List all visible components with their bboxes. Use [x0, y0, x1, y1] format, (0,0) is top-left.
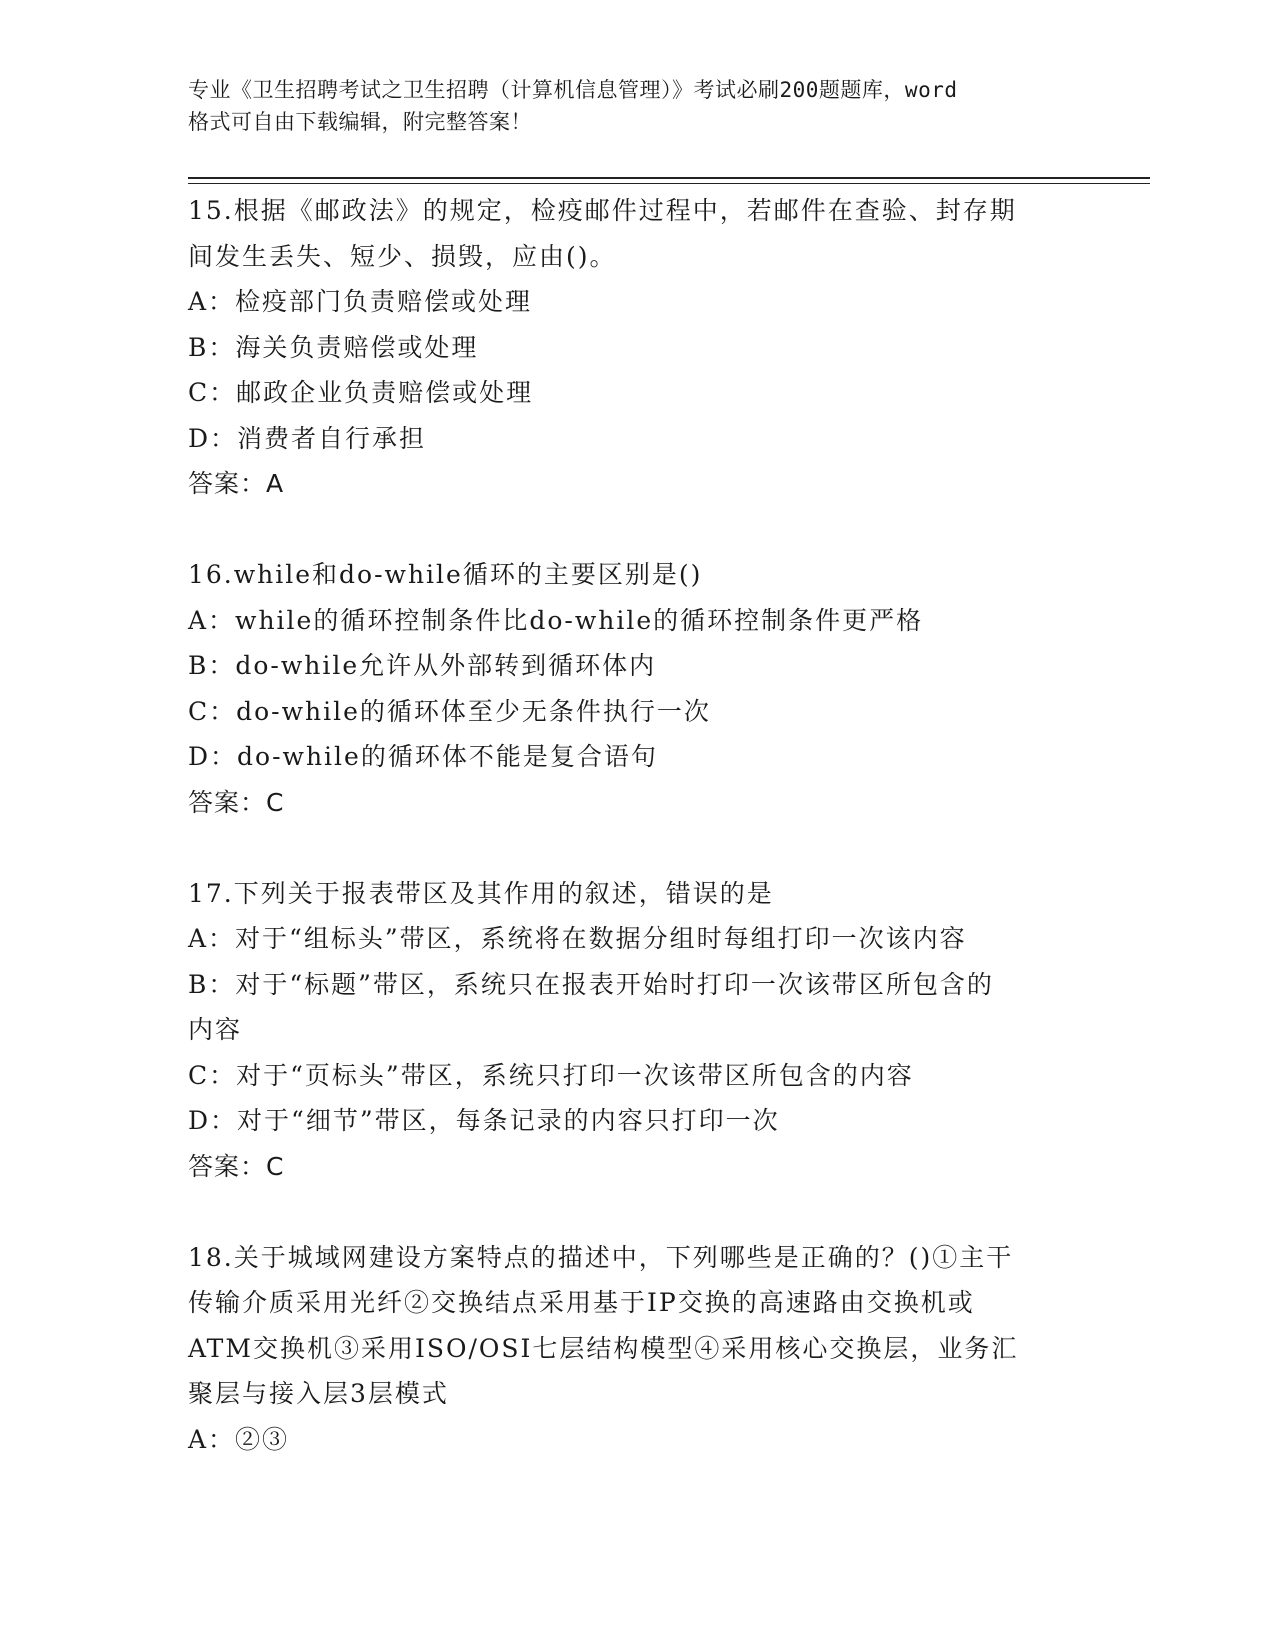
question-stem: 18.关于城域网建设方案特点的描述中，下列哪些是正确的？()①主干 [188, 1242, 1014, 1272]
question-15 [188, 188, 1088, 507]
option-b: B：对于“标题”带区，系统只在报表开始时打印一次该带区所包含的 [188, 969, 994, 999]
question-16 [188, 552, 1088, 825]
question-list [188, 188, 1088, 1508]
header-divider-thick [188, 177, 1150, 179]
option-d: D：消费者自行承担 [188, 423, 427, 453]
question-stem: 17.下列关于报表带区及其作用的叙述，错误的是 [188, 878, 774, 908]
option-d: D：do-while的循环体不能是复合语句 [188, 742, 658, 771]
question-stem: ATM交换机③采用ISO/OSI七层结构模型④采用核心交换层，业务汇 [188, 1333, 1019, 1363]
answer-line: 答案：C [188, 1151, 285, 1181]
option-b-continued: 内容 [188, 1015, 243, 1044]
question-stem: 间发生丢失、短少、损毁，应由()。 [188, 241, 617, 271]
document-header [188, 74, 1088, 138]
answer-line: 答案：A [188, 469, 285, 498]
option-a: A：对于“组标头”带区，系统将在数据分组时每组打印一次该内容 [188, 924, 967, 953]
header-divider-thin [188, 183, 1150, 184]
question-17 [188, 871, 1088, 1190]
header-line-2: 格式可自由下载编辑，附完整答案！ [188, 110, 532, 134]
option-b: B：do-while允许从外部转到循环体内 [188, 651, 657, 680]
question-stem: 15.根据《邮政法》的规定，检疫邮件过程中，若邮件在查验、封存期 [188, 196, 1017, 225]
question-stem: 16.while和do-while循环的主要区别是() [188, 560, 703, 589]
option-c: C：对于“页标头”带区，系统只打印一次该带区所包含的内容 [188, 1060, 914, 1090]
option-c: C：do-while的循环体至少无条件执行一次 [188, 696, 711, 726]
header-line-1: 专业《卫生招聘考试之卫生招聘（计算机信息管理）》考试必刷200题题库，word [188, 78, 958, 102]
question-stem: 传输介质采用光纤②交换结点采用基于IP交换的高速路由交换机或 [188, 1288, 975, 1317]
option-d: D：对于“细节”带区，每条记录的内容只打印一次 [188, 1106, 780, 1135]
question-stem: 聚层与接入层3层模式 [188, 1379, 449, 1408]
option-a: A：检疫部门负责赔偿或处理 [188, 287, 533, 316]
option-a: A：②③ [188, 1424, 290, 1454]
question-18 [188, 1235, 1088, 1463]
option-a: A：while的循环控制条件比do-while的循环控制条件更严格 [188, 605, 924, 635]
answer-line: 答案：C [188, 787, 285, 817]
option-b: B：海关负责赔偿或处理 [188, 332, 479, 362]
option-c: C：邮政企业负责赔偿或处理 [188, 378, 534, 407]
